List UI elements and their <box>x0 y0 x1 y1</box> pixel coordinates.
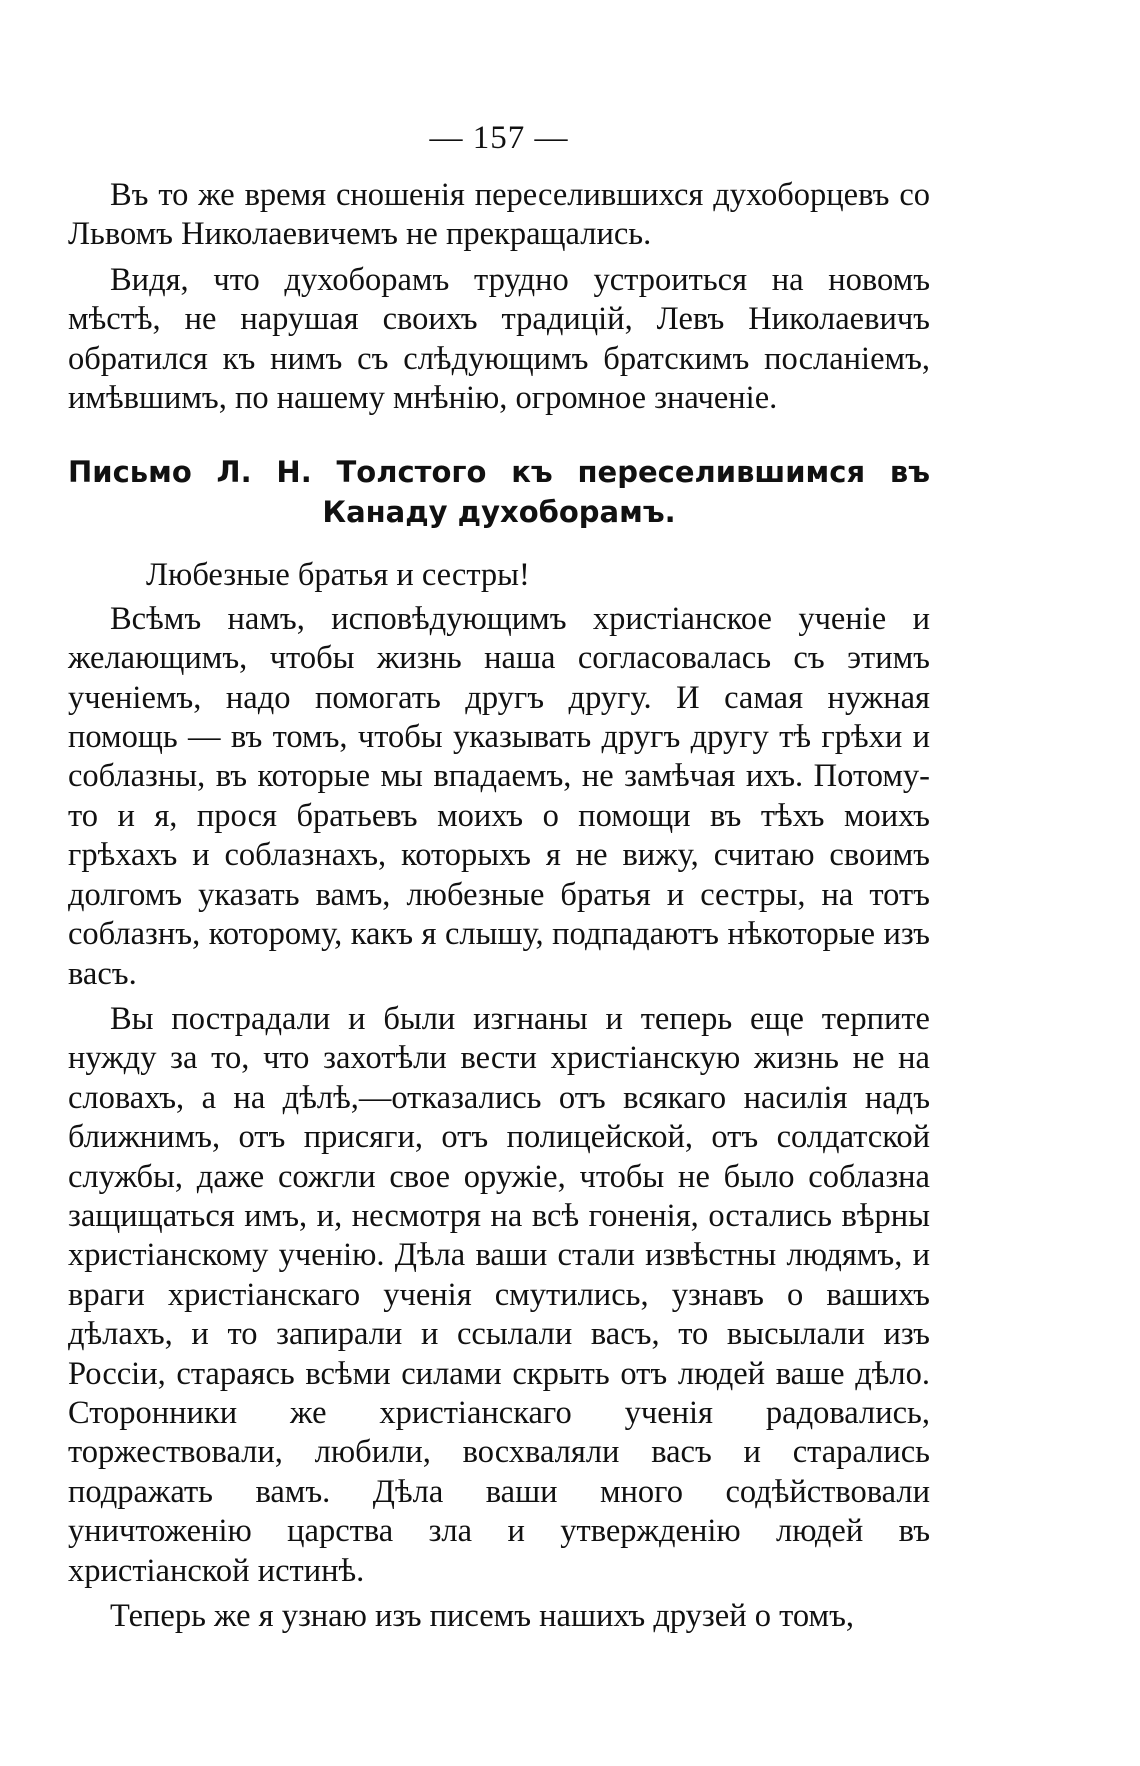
letter-paragraph-1: Всѣмъ намъ, исповѣдующимъ христіанское ученіе и желающимъ, чтобы жизнь наша согласовалась съ этимъ ученіемъ, надо помогать другъ другу. И самая нужная помощь — въ томъ, чтобы указывать другъ другу тѣ грѣхи и соблазны, въ которые мы впадаемъ, не замѣчая ихъ. Потому-то и я, прося братьевъ моихъ о помощи въ тѣхъ моихъ грѣхахъ и соблазнахъ, которыхъ я не вижу, считаю своимъ долгомъ указать вамъ, любезные братья и сестры, на тотъ соблазнъ, которому, какъ я слышу, подпадаютъ нѣкоторые изъ васъ. <box>68 600 930 992</box>
intro-paragraph-1: Въ то же время сношенія переселившихся духоборцевъ со Львомъ Николаевичемъ не прекращались. <box>68 177 930 253</box>
letter-paragraph-3: Теперь же я узнаю изъ писемъ нашихъ друзей о томъ, <box>110 1598 854 1634</box>
intro-paragraph-2: Видя, что духоборамъ трудно устроиться на новомъ мѣстѣ, не нарушая своихъ традицій, Левъ Николаевичъ обратился къ нимъ съ слѣдующимъ братскимъ посланіемъ, имѣвшимъ, по нашему мнѣнію, огромное значеніе. <box>68 261 930 417</box>
letter-salutation: Любезные братья и сестры! <box>146 557 530 594</box>
page-number: — 157 — <box>429 120 569 156</box>
book-page <box>68 118 930 1636</box>
letter-paragraph-2: Вы пострадали и были изгнаны и теперь еще терпите нужду за то, что захотѣли вести христіанскую жизнь не на словахъ, а на дѣлѣ,—отказались отъ всякаго насилія надъ ближнимъ, отъ присяги, отъ полицейской, отъ солдатской службы, даже сожгли свое оружіе, чтобы не было соблазна защищаться имъ, и, несмотря на всѣ гоненія, остались вѣрны христіанскому ученію. Дѣла ваши стали извѣстны людямъ, и враги христіанскаго ученія смутились, узнавъ о вашихъ дѣлахъ, и то запирали и ссылали васъ, то высылали изъ Россіи, стараясь всѣми силами скрыть отъ людей ваше дѣло. Сторонники же христіанскаго ученія радовались, торжествовали, любили, восхваляли васъ и старались подражать вамъ. Дѣла ваши много содѣйствовали уничтоженію царства зла и утвержденію людей въ христіанской истинѣ. <box>68 1000 930 1589</box>
letter-heading: Письмо Л. Н. Толстого къ переселившимся въ Канаду духоборамъ. <box>68 455 930 530</box>
